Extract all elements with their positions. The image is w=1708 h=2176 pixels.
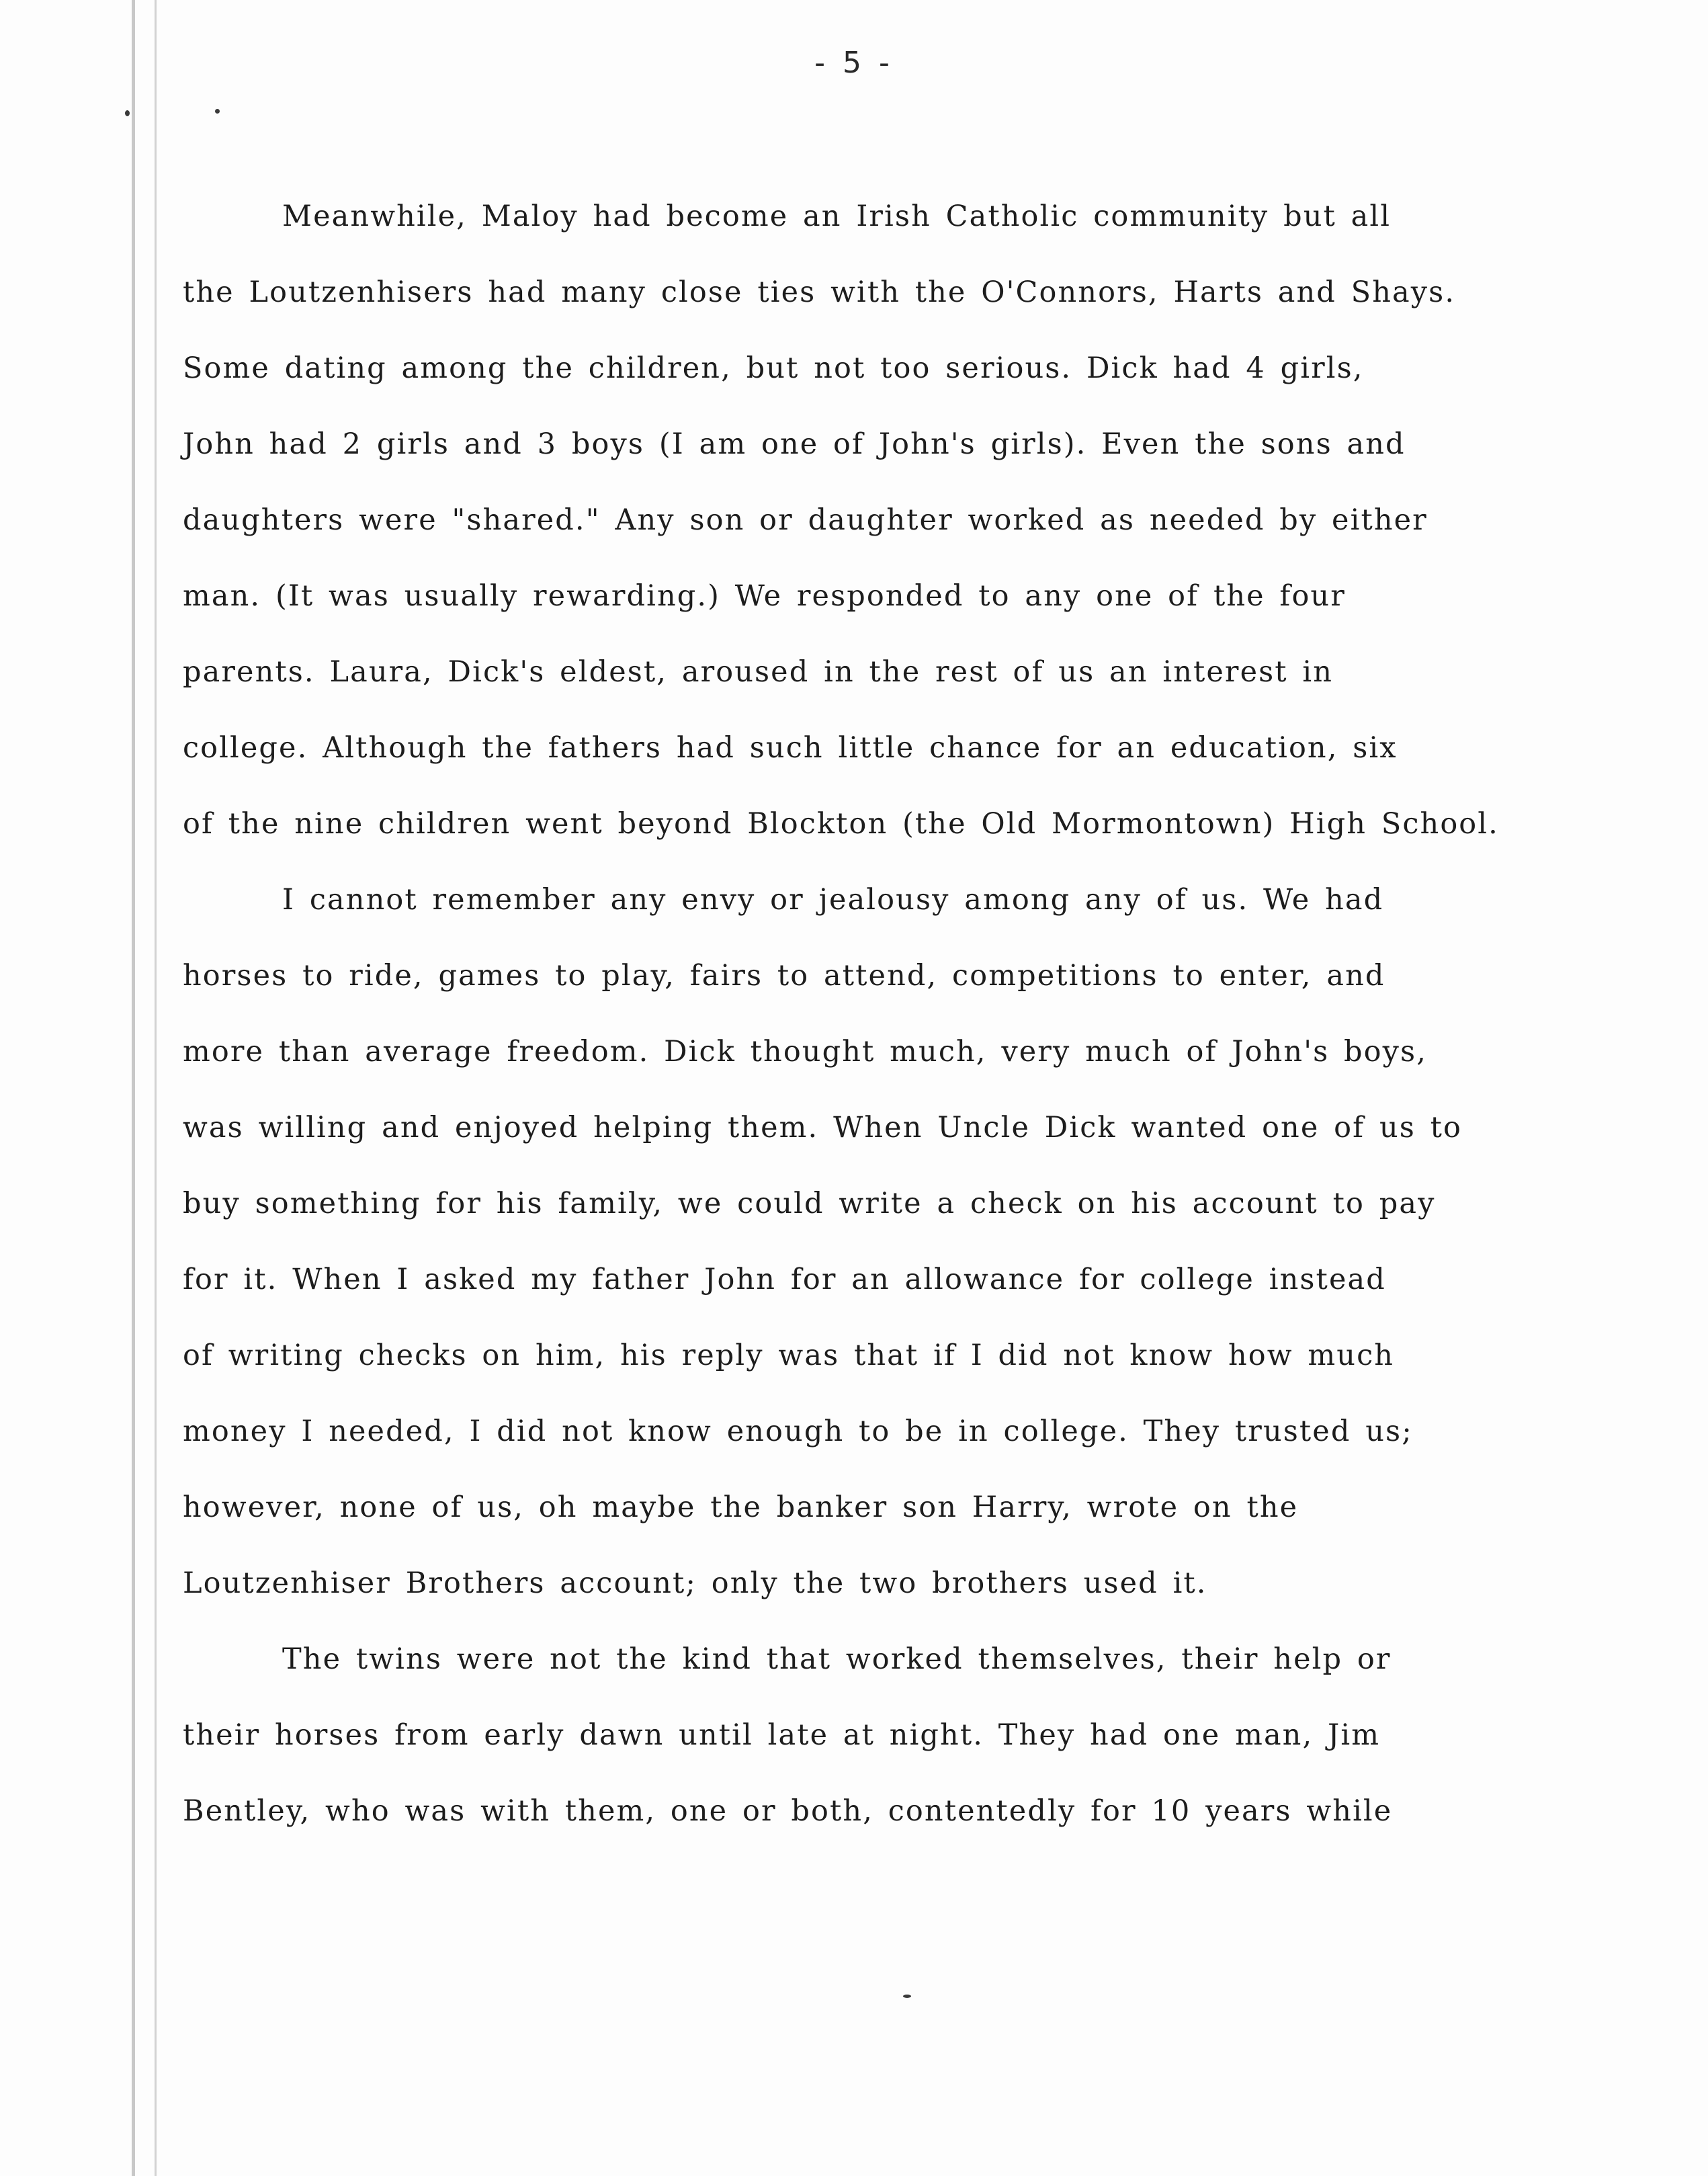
text-line: parents. Laura, Dick's eldest, aroused in the rest of us an interest in	[183, 655, 1334, 689]
text-line: John had 2 girls and 3 boys (I am one of John's girls). Even the sons and	[183, 427, 1406, 461]
text-line: Bentley, who was with them, one or both, contentedly for 10 years while	[183, 1794, 1393, 1828]
binder-margin-line	[132, 0, 135, 2176]
text-line: their horses from early dawn until late at night. They had one man, Jim	[183, 1718, 1381, 1752]
text-line: of writing checks on him, his reply was that if I did not know how much	[183, 1339, 1395, 1372]
text-line: buy something for his family, we could write a check on his account to pay	[183, 1187, 1436, 1220]
text-line-paragraph-start: I cannot remember any envy or jealousy among any of us. We had	[282, 883, 1384, 917]
text-line: college. Although the fathers had such little chance for an education, six	[183, 731, 1398, 765]
text-line: Some dating among the children, but not too serious. Dick had 4 girls,	[183, 351, 1364, 385]
text-line: was willing and enjoyed helping them. When Uncle Dick wanted one of us to	[183, 1111, 1463, 1144]
text-line-paragraph-start: Meanwhile, Maloy had become an Irish Catholic community but all	[282, 200, 1392, 233]
text-line: of the nine children went beyond Blockton (the Old Mormontown) High School.	[183, 807, 1499, 841]
text-line-paragraph-start: The twins were not the kind that worked themselves, their help or	[282, 1642, 1392, 1676]
text-line: man. (It was usually rewarding.) We responded to any one of the four	[183, 579, 1346, 613]
text-line: the Loutzenhisers had many close ties with the O'Connors, Harts and Shays.	[183, 276, 1456, 309]
text-line: daughters were "shared." Any son or daughter worked as needed by either	[183, 503, 1428, 537]
paper-speck	[215, 109, 220, 114]
text-line: more than average freedom. Dick thought much, very much of John's boys,	[183, 1035, 1427, 1069]
text-line: for it. When I asked my father John for an allowance for college instead	[183, 1263, 1386, 1296]
binder-margin-line	[155, 0, 157, 2176]
text-line: horses to ride, games to play, fairs to attend, competitions to enter, and	[183, 959, 1385, 993]
text-line: however, none of us, oh maybe the banker son Harry, wrote on the	[183, 1491, 1299, 1524]
text-line: Loutzenhiser Brothers account; only the two brothers used it.	[183, 1566, 1207, 1600]
paper-speck	[125, 110, 130, 116]
text-line: money I needed, I did not know enough to be in college. They trusted us;	[183, 1415, 1413, 1448]
page-number: - 5 -	[814, 46, 894, 80]
paper-speck	[903, 1995, 911, 1998]
